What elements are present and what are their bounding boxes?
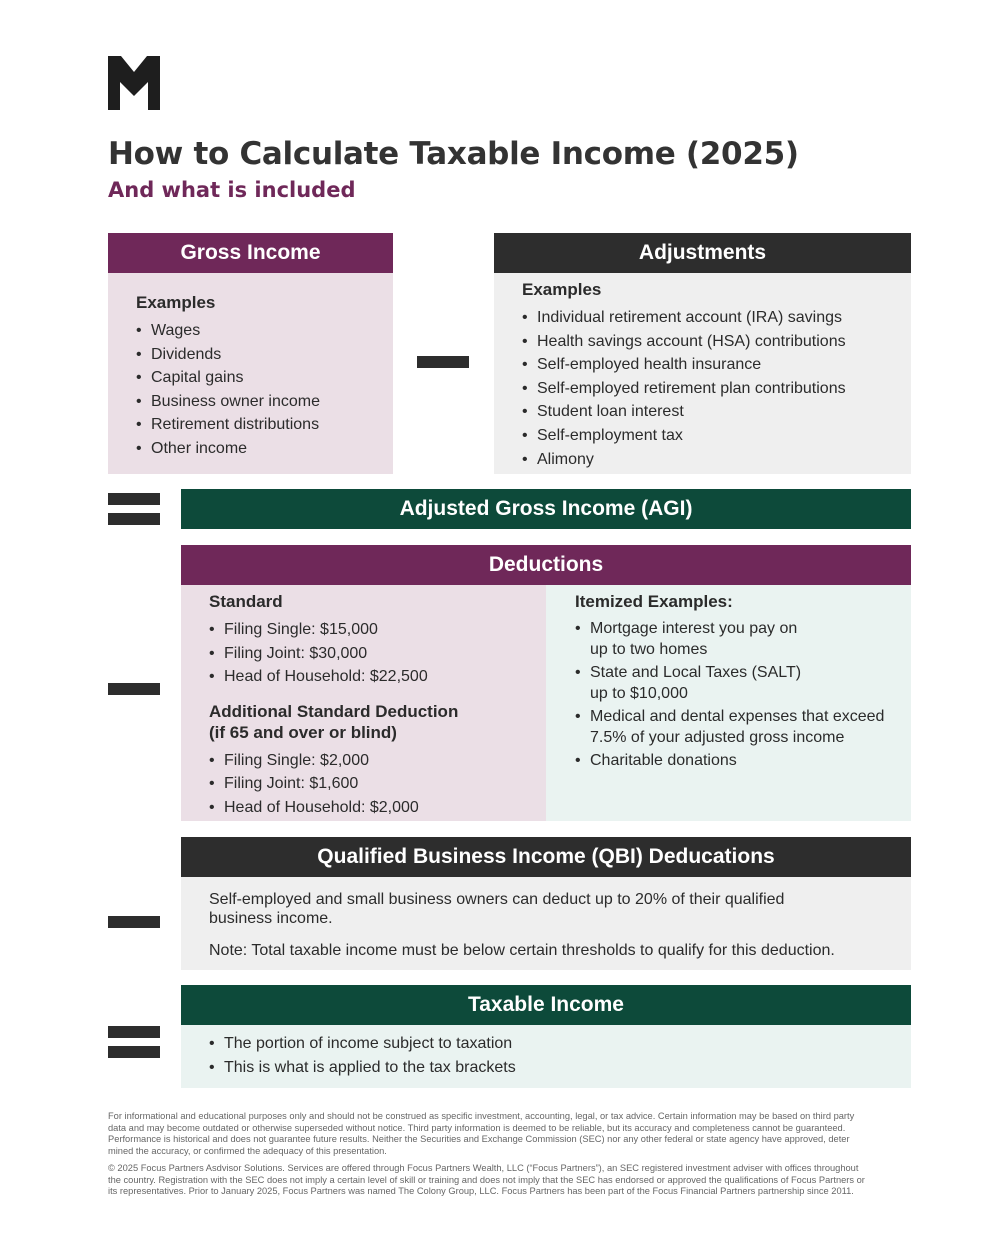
list-item: • Medical and dental expenses that exceed 7.5% of your adjusted gross income bbox=[575, 706, 911, 748]
additional-standard-label: Additional Standard Deduction (if 65 and over or blind) bbox=[209, 701, 459, 742]
list-item: • This is what is applied to the tax brackets bbox=[209, 1056, 911, 1080]
taxable-income-header: Taxable Income bbox=[181, 985, 911, 1025]
list-item: • Mortgage interest you pay on up to two homes bbox=[575, 618, 911, 660]
list-item: • Filing Joint: $30,000 bbox=[209, 642, 546, 666]
gross-income-examples-label: Examples bbox=[136, 293, 216, 312]
adjustments-examples-label: Examples bbox=[522, 280, 602, 299]
taxable-income-list bbox=[209, 1032, 911, 1079]
list-item: • Charitable donations bbox=[575, 750, 911, 771]
list-item: • The portion of income subject to taxation bbox=[209, 1032, 911, 1056]
page-title: How to Calculate Taxable Income (2025) bbox=[108, 136, 799, 172]
disclaimer-text: For informational and educational purposes only and should not be construed as specific investment, accounting, legal, or tax advice. Certain information may be based on third party data and may become outdated or otherwise superseded without notice. Third party information is deemed to be reliable, but its accuracy and completeness cannot be guaranteed. Performance is historical and does not guarantee future results. Neither the Securities and Exchange Commission (SEC) nor any other federal or state agency have approved, deter mined the accuracy, or confirmed the adequacy of this presentation. bbox=[108, 1111, 855, 1156]
deductions-header: Deductions bbox=[181, 545, 911, 585]
gross-income-list bbox=[136, 319, 393, 461]
list-item: • Individual retirement account (IRA) savings bbox=[522, 306, 911, 330]
qbi-note: Note: Total taxable income must be below certain thresholds to qualify for this deduction. bbox=[209, 942, 835, 959]
list-item: • Student loan interest bbox=[522, 400, 911, 424]
list-item: • Self-employment tax bbox=[522, 424, 911, 448]
list-item: • Capital gains bbox=[136, 366, 393, 390]
additional-standard-list bbox=[209, 749, 546, 820]
adjustments-list bbox=[522, 306, 911, 471]
gross-income-panel bbox=[108, 273, 393, 474]
adjustments-panel bbox=[494, 273, 911, 474]
minus-operator-icon bbox=[417, 356, 469, 368]
list-item: • Filing Single: $15,000 bbox=[209, 618, 546, 642]
minus-operator-icon bbox=[108, 683, 160, 695]
list-item: • Retirement distributions bbox=[136, 413, 393, 437]
gross-income-header: Gross Income bbox=[108, 233, 393, 273]
standard-list bbox=[209, 618, 546, 689]
list-item: • Dividends bbox=[136, 343, 393, 367]
list-item: • Self-employed health insurance bbox=[522, 353, 911, 377]
deductions-standard-panel bbox=[181, 585, 546, 821]
minus-operator-icon bbox=[108, 916, 160, 928]
brand-logo bbox=[108, 56, 160, 110]
list-item: • Wages bbox=[136, 319, 393, 343]
standard-label: Standard bbox=[209, 592, 283, 611]
list-item: • Filing Single: $2,000 bbox=[209, 749, 546, 773]
list-item: • State and Local Taxes (SALT) up to $10,000 bbox=[575, 662, 911, 704]
equals-operator-icon bbox=[108, 1026, 160, 1059]
list-item: • Head of Household: $2,000 bbox=[209, 796, 546, 820]
list-item: • Head of Household: $22,500 bbox=[209, 665, 546, 689]
deductions-itemized-panel bbox=[546, 585, 911, 821]
agi-header: Adjusted Gross Income (AGI) bbox=[181, 489, 911, 529]
equals-operator-icon bbox=[108, 493, 160, 526]
list-item: • Self-employed retirement plan contributions bbox=[522, 377, 911, 401]
taxable-income-panel bbox=[181, 1025, 911, 1088]
adjustments-header: Adjustments bbox=[494, 233, 911, 273]
list-item: • Alimony bbox=[522, 448, 911, 472]
list-item: • Filing Joint: $1,600 bbox=[209, 772, 546, 796]
qbi-description: Self-employed and small business owners can deduct up to 20% of their qualified business income. bbox=[209, 891, 785, 927]
itemized-list bbox=[575, 618, 911, 771]
itemized-label: Itemized Examples: bbox=[575, 592, 733, 611]
list-item: • Business owner income bbox=[136, 390, 393, 414]
list-item: • Other income bbox=[136, 437, 393, 461]
list-item: • Health savings account (HSA) contributions bbox=[522, 330, 911, 354]
page-subtitle: And what is included bbox=[108, 178, 356, 202]
copyright-text: © 2025 Focus Partners Asdvisor Solutions. Services are offered through Focus Partners Wealth, LLC (“Focus Partners”), an SEC registered investment adviser with offices throughout the country. Registration with the SEC does not imply a certain level of skill or training and does not imply that the SEC has endorsed or approved the qualifications of Focus Partners or its representatives. Prior to January 2025, Focus Partners was named The Colony Group, LLC. Focus Partners has been part of the Focus Financial Partners partnership since 2011. bbox=[108, 1163, 865, 1196]
qbi-panel bbox=[181, 877, 911, 970]
qbi-header: Qualified Business Income (QBI) Deducations bbox=[181, 837, 911, 877]
footer bbox=[108, 1111, 928, 1204]
